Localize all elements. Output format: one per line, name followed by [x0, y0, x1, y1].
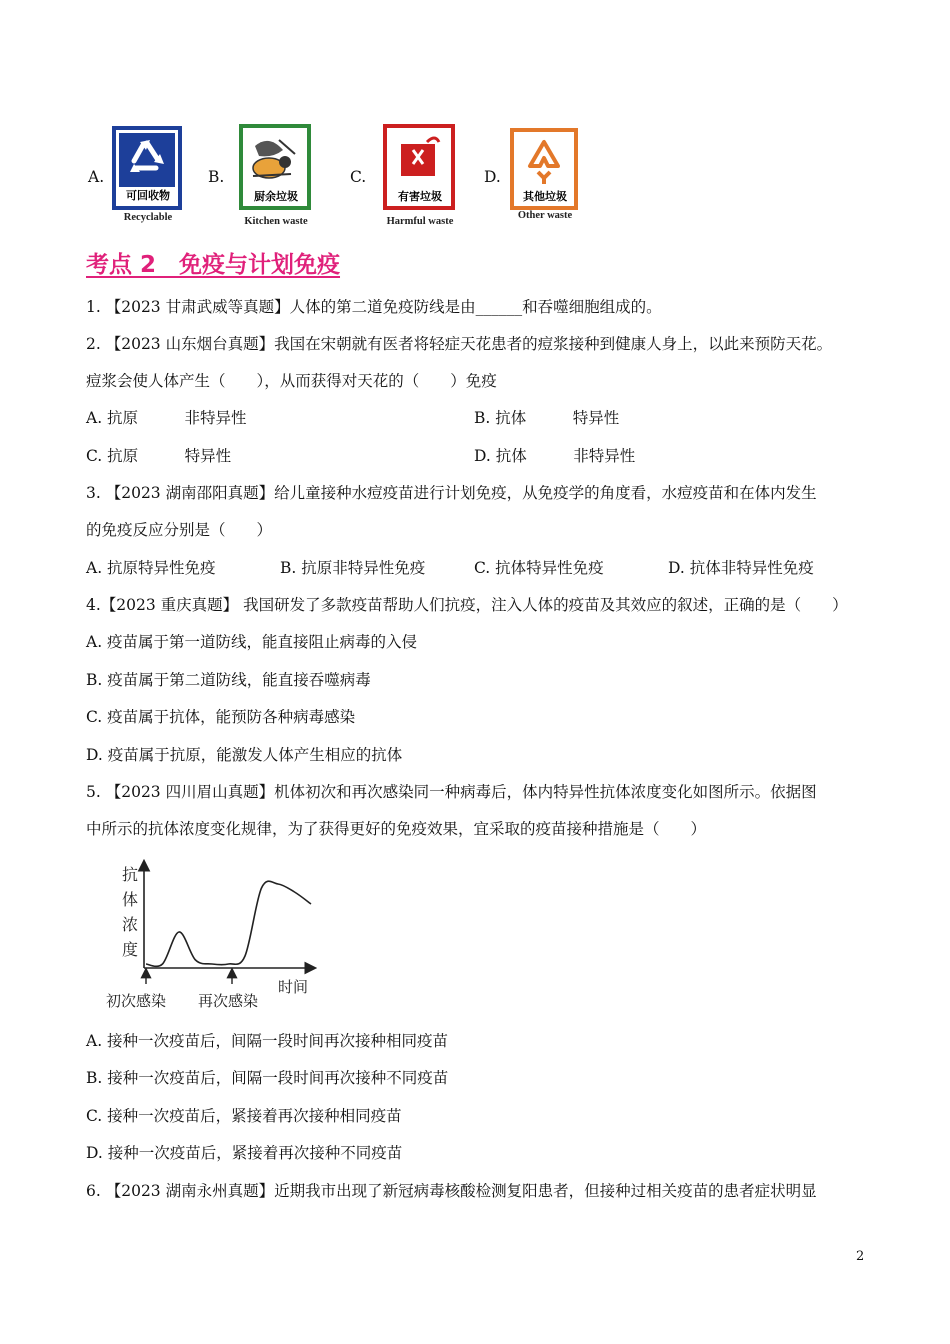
question-2-option-d: D. 抗体 非特异性 [474, 447, 636, 465]
question-3-option-d: D. 抗体非特异性免疫 [668, 559, 814, 577]
bin-label: 有害垃圾 [398, 190, 442, 203]
option-letter-c: C. [350, 168, 367, 186]
bin-label: 厨余垃圾 [254, 190, 298, 203]
y-axis-label-char: 度 [122, 940, 139, 959]
option-letter-b: B. [208, 168, 225, 186]
question-4-option-c: C. 疫苗属于抗体，能预防各种病毒感染 [86, 708, 356, 726]
question-2-option-b: B. 抗体 特异性 [474, 409, 620, 427]
bin-label: 可回收物 [126, 189, 170, 202]
question-1: 1. 【2023 甘肃武威等真题】人体的第二道免疫防线是由______和吞噬细胞组成的。 [86, 298, 662, 316]
antibody-chart [100, 858, 330, 1018]
second-infection-label: 再次感染 [198, 992, 259, 1010]
question-3-option-c: C. 抗体特异性免疫 [474, 559, 604, 577]
question-5-line-1: 5. 【2023 四川眉山真题】机体初次和再次感染同一种病毒后，体内特异性抗体浓度变化如图所示。依据图 [86, 783, 817, 801]
question-4-option-b: B. 疫苗属于第二道防线，能直接吞噬病毒 [86, 671, 371, 689]
question-5-option-a: A. 接种一次疫苗后，间隔一段时间再次接种相同疫苗 [86, 1032, 449, 1050]
bin-label: 其他垃圾 [523, 190, 567, 203]
question-6-line-1: 6. 【2023 湖南永州真题】近期我市出现了新冠病毒核酸检测复阳患者，但接种过相关疫苗的患者症状明显 [86, 1182, 817, 1200]
recyclable-bin [112, 126, 184, 230]
bin-caption: Recyclable [123, 212, 173, 223]
y-axis-label-char: 抗 [122, 865, 139, 884]
page-number: 2 [856, 1249, 865, 1264]
question-3-option-b: B. 抗原非特异性免疫 [280, 559, 426, 577]
question-2-line-1: 2. 【2023 山东烟台真题】我国在宋朝就有医者将轻症天花患者的痘浆接种到健康人身上，以此来预防天花。 [86, 335, 833, 353]
question-3-option-a: A. 抗原特异性免疫 [86, 559, 216, 577]
y-axis-label-char: 体 [122, 890, 139, 909]
kitchen-waste-bin [239, 124, 313, 232]
y-axis-label [122, 865, 138, 959]
question-2-option-c: C. 抗原 特异性 [86, 447, 232, 465]
harmful-waste-bin [383, 124, 457, 232]
question-5-line-2: 中所示的抗体浓度变化规律，为了获得更好的免疫效果，宜采取的疫苗接种措施是（ ） [86, 820, 707, 838]
bin-caption: Other waste [517, 210, 573, 221]
option-letter-d: D. [484, 168, 501, 186]
section-title: 考点 2 免疫与计划免疫 [86, 252, 341, 278]
question-5-option-c: C. 接种一次疫苗后，紧接着再次接种相同疫苗 [86, 1107, 402, 1125]
x-axis-label: 时间 [278, 978, 309, 996]
bin-caption: Harmful waste [386, 216, 454, 227]
bin-caption: Kitchen waste [244, 216, 308, 227]
question-5-option-d: D. 接种一次疫苗后，紧接着再次接种不同疫苗 [86, 1144, 403, 1162]
question-4-option-d: D. 疫苗属于抗原，能激发人体产生相应的抗体 [86, 746, 403, 764]
first-infection-label: 初次感染 [106, 992, 167, 1010]
question-4-option-a: A. 疫苗属于第一道防线，能直接阻止病毒的入侵 [86, 633, 418, 651]
question-5-option-b: B. 接种一次疫苗后，间隔一段时间再次接种不同疫苗 [86, 1069, 449, 1087]
antibody-curve [146, 881, 311, 966]
question-3-line-1: 3. 【2023 湖南邵阳真题】给儿童接种水痘疫苗进行计划免疫，从免疫学的角度看，水痘疫苗和在体内发生 [86, 484, 817, 502]
question-2-option-a: A. 抗原 非特异性 [86, 409, 247, 427]
question-2-line-2: 痘浆会使人体产生（ ），从而获得对天花的（ ）免疫 [86, 372, 497, 390]
question-3-line-2: 的免疫反应分别是（ ） [86, 521, 273, 539]
option-letter-a: A. [88, 168, 105, 186]
y-axis-label-char: 浓 [122, 915, 139, 934]
other-waste-bin [510, 128, 580, 228]
question-4-line-1: 4.【2023 重庆真题】 我国研发了多款疫苗帮助人们抗疫，注入人体的疫苗及其效应的叙述，正确的是（ ） [86, 596, 848, 614]
